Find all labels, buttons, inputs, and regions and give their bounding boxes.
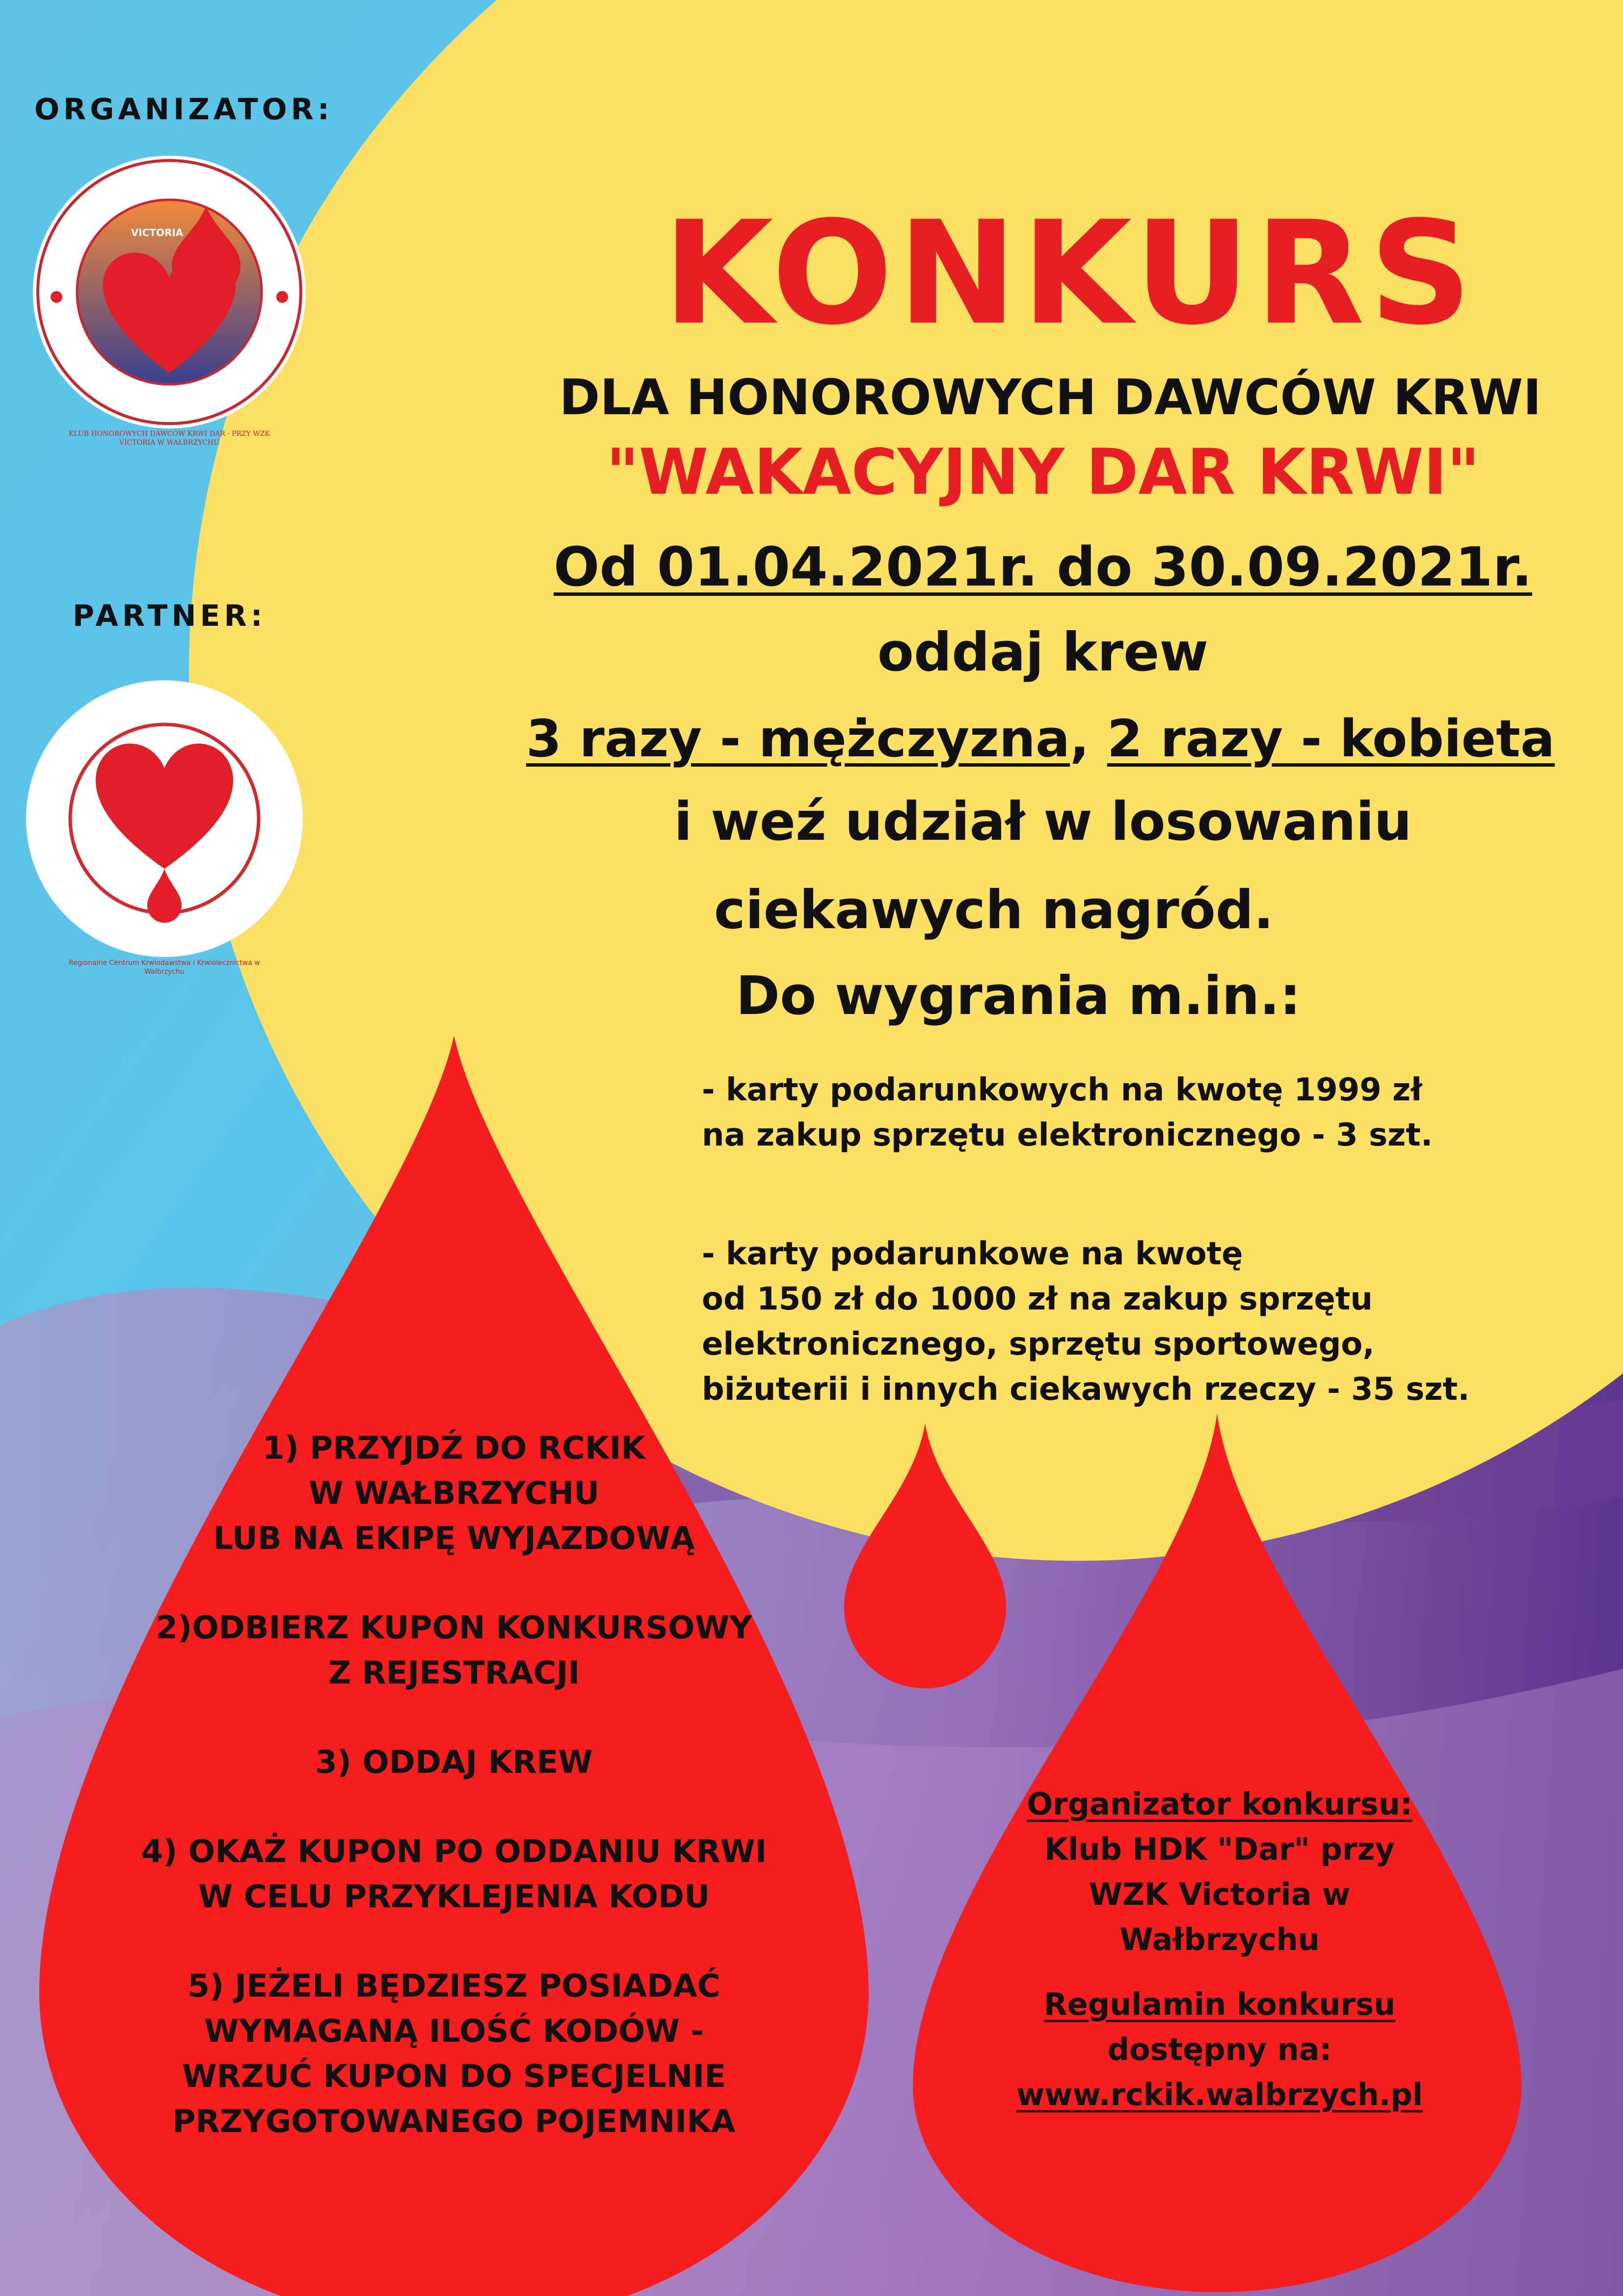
prize-line: na zakup sprzętu elektronicznego - 3 szt. <box>702 1117 1433 1153</box>
step-line: 3) ODDAJ KREW <box>315 1744 593 1781</box>
prize-item <box>702 1231 1585 1412</box>
contest-name: "WAKACYJNY DAR KRWI" <box>606 436 1480 509</box>
contest-title: KONKURS <box>663 191 1477 356</box>
rules-heading: Regulamin konkursu <box>1043 1986 1396 2022</box>
organizer-logo-brand: VICTORIA <box>131 227 184 239</box>
women-count: 2 razy - kobieta <box>1107 709 1555 769</box>
website-link[interactable]: www.rckik.walbrzych.pl <box>1016 2077 1423 2112</box>
step-item <box>74 1829 834 1920</box>
partner-logo <box>26 680 303 957</box>
step-line: 2)ODBIERZ KUPON KONKURSOWY <box>156 1610 752 1646</box>
organizer-logo <box>33 156 306 428</box>
contest-subtitle: DLA HONOROWYCH DAWCÓW KRWI <box>559 369 1542 426</box>
draw-text: i weź udział w losowaniu <box>674 791 1412 853</box>
win-text: Do wygrania m.in.: <box>736 965 1301 1027</box>
organizer-line: WZK Victoria w <box>1089 1876 1351 1912</box>
step-line: WRZUĆ KUPON DO SPECJELNIE <box>182 2058 726 2095</box>
step-line: 4) OKAŻ KUPON PO ODDANIU KRWI <box>141 1834 767 1870</box>
prize-line: - karty podarunkowe na kwotę <box>702 1236 1243 1272</box>
organizer-line: Klub HDK "Dar" przy <box>1044 1831 1395 1867</box>
organizer-label: ORGANIZATOR: <box>34 92 333 127</box>
partner-label: PARTNER: <box>73 599 266 633</box>
prize-line: - karty podarunkowych na kwotę 1999 zł <box>702 1072 1423 1108</box>
prizes-text: ciekawych nagród. <box>714 880 1274 941</box>
organizer-line: Wałbrzychu <box>1119 1922 1320 1957</box>
prize-line: od 150 zł do 1000 zł na zakup sprzętu <box>702 1281 1373 1317</box>
partner-logo-text: Regionalne Centrum Krwiodawstwa i Krwiolecznictwa w Wałbrzychu <box>69 959 260 976</box>
prize-list <box>702 1068 1585 1412</box>
step-line: WYMAGANĄ ILOŚĆ KODÓW - <box>204 2013 704 2050</box>
prize-line: biżuterii i innych ciekawych rzeczy - 35 szt. <box>702 1371 1470 1408</box>
step-line: PRZYGOTOWANEGO POJEMNIKA <box>172 2104 736 2140</box>
step-line: W CELU PRZYKLEJENIA KODU <box>198 1879 710 1915</box>
prize-item <box>702 1068 1585 1158</box>
rules-line: dostępny na: <box>1107 2031 1332 2067</box>
step-item <box>74 1740 834 1785</box>
step-item <box>74 1605 834 1696</box>
prize-line: elektronicznego, sprzętu sportowego, <box>702 1326 1375 1362</box>
step-line: LUB NA EKIPĘ WYJAZDOWĄ <box>213 1521 695 1557</box>
step-item <box>74 1964 834 2144</box>
steps-list <box>74 1426 834 2144</box>
organizer-logo-text: KLUB HONOROWYCH DAWCÓW KRWI DAR · PRZY WZK VICTORIA W WAŁBRZYCHU <box>68 430 270 447</box>
donation-count <box>466 707 1615 771</box>
organizer-info <box>957 1782 1482 2117</box>
contest-dates: Od 01.04.2021r. do 30.09.2021r. <box>554 535 1532 598</box>
donate-text: oddaj krew <box>877 622 1209 683</box>
step-line: 1) PRZYJDŹ DO RCKIK <box>263 1430 645 1467</box>
step-line: 5) JEŻELI BĘDZIESZ POSIADAĆ <box>187 1968 720 2004</box>
organizer-heading: Organizator konkursu: <box>1027 1786 1412 1822</box>
step-line: W WAŁBRZYCHU <box>308 1475 600 1512</box>
step-line: Z REJESTRACJI <box>328 1655 580 1691</box>
count-separator: , <box>1070 709 1090 769</box>
men-count: 3 razy - mężczyzna <box>526 709 1070 769</box>
step-item <box>74 1426 834 1561</box>
